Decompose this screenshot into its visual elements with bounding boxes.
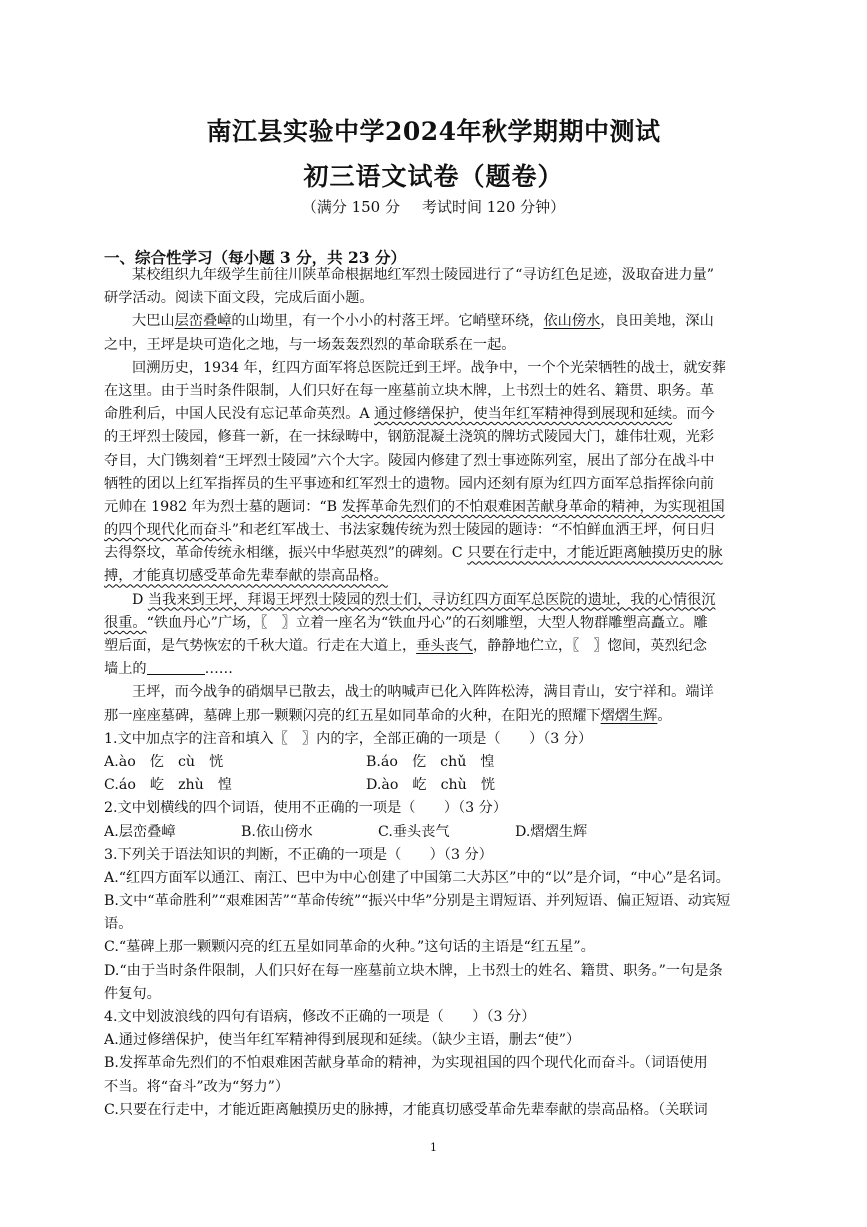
paragraph-line [104,658,766,681]
paragraph-line: 在这里。由于当时条件限制，人们只好在每一座墓前立块木牌，上书烈士的姓名、籍贯、职务。革 [104,382,715,399]
underlined-word: 层峦叠嶂 [174,313,232,330]
exam-info [0,196,867,217]
paragraph-line [104,705,766,728]
option-c: C.只要在行走中，才能近距离触摸历史的脉搏，才能真切感受革命先辈奉献的崇高品格。（关联词 [104,1101,708,1118]
paragraph-line: 回溯历史，1934 年，红四方面军将总医院迁到王坪。战争中，一个个光荣牺牲的战士，就安葬 [132,359,726,376]
option-c [104,774,366,797]
wavy-sentence: 只要在行走中，才能近距离触摸历史的脉 [467,545,723,562]
paragraph-line [104,635,766,658]
paragraph-line: 牺牲的团以上红军指挥员的生平事迹和红军烈士的遗物。园内还刻有原为红四方面军总指挥徐向前 [104,475,715,492]
option-a: A.“红四方面军以通江、南江、巴中为中心创建了中国第二大苏区”中的“以”是介词，“中心”是名词。 [104,869,730,886]
paragraph-line: 的王坪烈士陵园，修葺一新，在一抹绿畴中，钢筋混凝土浇筑的牌坊式陵园大门，雄伟壮观，光彩 [104,429,715,446]
text: 元帅在 1982 年为烈士墓的题词：“B [104,498,342,515]
option-b: B.文中“革命胜利”“艰难困苦”“革命传统”“振兴中华”分别是主谓短语、并列短语、偏正短语、动宾短 [104,893,731,910]
text: 命胜利后，中国人民没有忘记革命英烈。A [104,406,375,423]
option-d [366,774,509,797]
score-info: （满分 150 分 [301,198,400,216]
text: D [132,591,148,608]
text: C.áo [104,777,136,794]
paragraph-line [104,310,766,333]
paragraph-line [104,565,766,588]
paragraph-line [104,519,766,542]
paragraph-line [104,589,766,612]
underlined-word: 依山傍水 [543,313,601,330]
exam-subtitle: 初三语文试卷（题卷） [303,162,564,191]
text: 仡 [411,753,427,770]
paragraph-line [104,496,766,519]
text: ，良田美地，深山 [600,313,714,330]
option-a [104,751,366,774]
text: chù [440,777,467,794]
question-stem: 2.文中划横线的四个词语，使用不正确的一项是（ ）（3 分） [104,800,508,817]
text: 塑后面，是气势恢宏的千秋大道。行走在大道上， [104,638,417,654]
text: 大巴山 [132,313,175,330]
question-options [104,751,766,774]
page-number: 1 [430,1141,437,1154]
text: 那一座座墓碑，墓碑上那一颗颗闪亮的红五星如同革命的火种，在阳光的照耀下 [104,707,601,724]
paragraph-line: 夺目，大门镌刻着“王坪烈士陵园”六个大字。陵园内修建了烈士事迹陈列室，展出了部分在战斗中 [104,452,715,469]
wavy-sentence: 当我来到王坪，拜谒王坪烈士陵园的烈士们，寻访红四方面军总医院的遗址，我的心情很沉 [147,591,716,608]
section-heading: 一、综合性学习（每小题 3 分，共 23 分） [104,248,406,267]
paragraph-line [104,403,766,426]
paragraph-line: 王坪，而今战争的硝烟早已散去，战士的呐喊声已化入阵阵松涛，满目青山，安宁祥和。端详 [132,684,714,701]
option-c: C.“墓碑上那一颗颗闪亮的红五星如同革命的火种。”这句话的主语是“红五星”。 [104,939,595,956]
question-options [104,821,766,844]
text: 恍 [480,777,496,794]
time-info: 考试时间 120 分钟） [422,198,566,216]
fill-in-blank[interactable] [147,660,205,675]
question-stem: 1.文中加点字的注音和填入〖 〗内的字，全部正确的一项是（ ）（3 分） [104,730,593,747]
wavy-sentence: 很重。 [104,614,147,631]
exam-title: 南江县实验中学2024年秋学期期中测试 [206,117,661,146]
paragraph-line [104,542,766,565]
text: 惶 [480,753,495,770]
text: 惶 [217,777,233,794]
wavy-sentence: 发挥革命先烈们的不怕艰难困苦献身革命的精神，为实现祖国 [341,498,725,515]
option-a: A.层峦叠嶂 [104,823,176,840]
option-b-cont: 语。 [104,916,133,933]
text: 。 [657,707,672,724]
wavy-sentence: 的四个现代化而奋斗 [104,522,232,539]
option-d-cont: 件复句。 [104,985,161,1002]
text: 墙上的 [104,661,147,678]
text: 恍 [209,753,224,770]
text: 屹 [149,777,165,794]
text: D.ào [366,777,399,794]
text: …… [204,661,233,678]
text: 的山坳里，有一个小小的村落王坪。它峭壁环绕， [231,313,544,330]
text: 。而今 [672,406,715,423]
option-b [366,751,509,774]
text: ，静静地伫立，〖 〗惚间，英烈纪念 [472,638,707,654]
wavy-sentence: 通过修缮保护，使当年红军精神得到展现和延续 [374,406,673,423]
text: 去得祭坟，革命传统永相继，振兴中华慰英烈”的碑刻。C [104,545,468,562]
text: chǔ [440,753,467,770]
option-b: B.依山傍水 [241,823,313,840]
exam-body [104,264,766,1122]
text: A.ào [104,753,136,770]
text: zhù [178,777,204,794]
paragraph-line: 之中，王坪是块可造化之地，与一场轰轰烈烈的革命联系在一起。 [104,336,516,353]
option-d: D.熠熠生辉 [515,823,588,840]
question-stem: 3.下列关于语法知识的判断，不正确的一项是（ ）（3 分） [104,846,493,863]
text: “铁血丹心”广场，〖 〗立着一座名为“铁血丹心”的石刻雕塑，大型人物群雕塑高矗立。雕 [146,614,708,631]
paragraph-line: 某校组织九年级学生前往川陕革命根据地红军烈士陵园进行了“寻访红色足迹，汲取奋进力量” [132,267,715,283]
question-options [104,774,766,797]
text: ”和老红军战士、书法家魏传统为烈士陵园的题诗：“不怕鲜血洒王坪，何日归 [231,522,715,539]
text: cù [177,753,196,770]
text: 仡 [149,753,164,770]
option-b: B.发挥革命先烈们的不怕艰难困苦献身革命的精神，为实现祖国的四个现代化而奋斗。（词语使用 [104,1055,708,1072]
underlined-word: 熠熠生辉 [600,707,658,724]
question-stem: 4.文中划波浪线的四句有语病，修改不正确的一项是（ ）（3 分） [104,1009,536,1025]
text: B.áo [366,753,398,770]
paragraph-line [104,612,766,635]
option-a: A.通过修缮保护，使当年红军精神得到展现和延续。（缺少主语，删去“使”） [104,1032,581,1049]
option-c: C.垂头丧气 [378,823,450,840]
option-d: D.“由于当时条件限制，人们只好在每一座墓前立块木牌，上书烈士的姓名、籍贯、职务。”一句是条 [104,962,723,979]
text: 屹 [412,777,427,794]
wavy-sentence: 搏，才能真切感受革命先辈奉献的崇高品格。 [104,568,388,585]
paragraph-line: 研学活动。阅读下面文段，完成后面小题。 [104,290,374,307]
underlined-word: 垂头丧气 [416,638,473,654]
option-b-cont: 不当。将“奋斗”改为“努力”） [104,1078,290,1095]
